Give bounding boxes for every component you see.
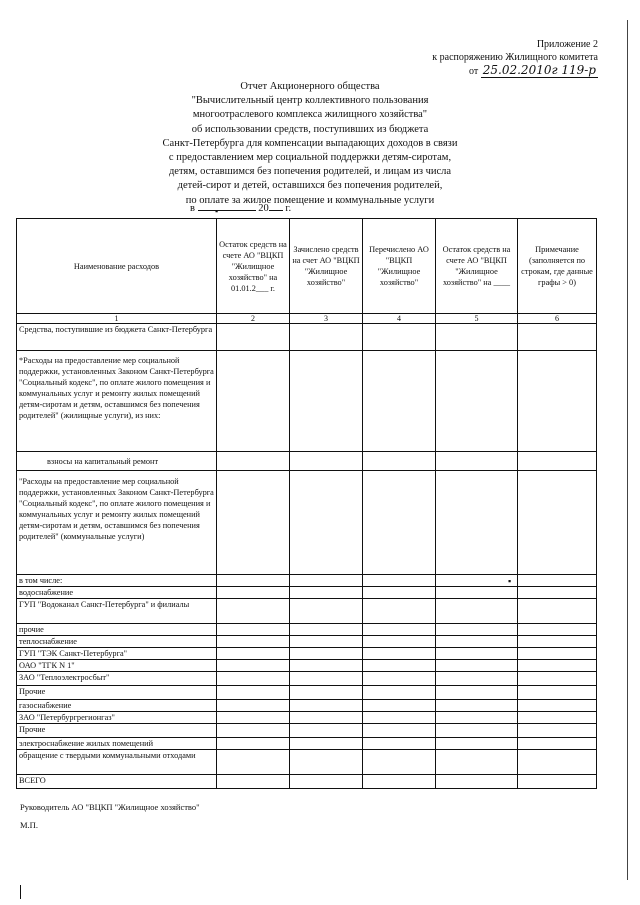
header-expense-name: Наименование расходов — [17, 219, 217, 314]
cell[interactable] — [363, 599, 436, 624]
cell[interactable] — [518, 712, 597, 724]
appendix-block — [432, 38, 598, 78]
cell[interactable] — [436, 452, 518, 471]
cell[interactable] — [217, 587, 290, 599]
row-label: теплоснабжение — [17, 636, 217, 648]
stamp-place: М.П. — [20, 820, 38, 830]
handwritten-date: 25.02.2010г 119-р — [482, 63, 596, 77]
scan-artifact-line — [20, 885, 21, 899]
table-row — [17, 636, 597, 648]
cell[interactable] — [290, 712, 363, 724]
cell[interactable] — [518, 700, 597, 712]
table-row — [17, 660, 597, 672]
cell[interactable] — [436, 324, 518, 351]
cell[interactable] — [290, 660, 363, 672]
cell[interactable] — [217, 471, 290, 575]
cell[interactable] — [436, 599, 518, 624]
header-note: Примечание (заполняется по строкам, где данные графы > 0) — [518, 219, 597, 314]
table-row — [17, 599, 597, 624]
row-label: обращение с твердыми коммунальными отходами — [17, 750, 217, 775]
cell[interactable] — [290, 750, 363, 775]
table-row — [17, 686, 597, 700]
title-line: Санкт-Петербурга для компенсации выпадающих доходов в связи — [162, 137, 458, 149]
cell[interactable] — [290, 471, 363, 575]
cell[interactable] — [436, 575, 518, 587]
cell[interactable] — [436, 738, 518, 750]
cell[interactable] — [363, 775, 436, 789]
cell[interactable] — [290, 324, 363, 351]
scan-artifact-edge — [627, 20, 628, 880]
col-number: 1 — [17, 314, 217, 324]
report-table — [16, 218, 597, 789]
appendix-date — [432, 64, 598, 78]
cell[interactable] — [290, 599, 363, 624]
cell[interactable] — [217, 599, 290, 624]
cell[interactable] — [518, 738, 597, 750]
cell[interactable] — [436, 624, 518, 636]
date-prefix: от — [469, 66, 479, 77]
row-label: Прочие — [17, 686, 217, 700]
cell[interactable] — [436, 775, 518, 789]
cell[interactable] — [217, 712, 290, 724]
row-label: ВСЕГО — [17, 775, 217, 789]
cell[interactable] — [290, 452, 363, 471]
cell[interactable] — [436, 724, 518, 738]
cell[interactable] — [290, 575, 363, 587]
col-number: 2 — [217, 314, 290, 324]
row-label: водоснабжение — [17, 587, 217, 599]
table-row — [17, 700, 597, 712]
row-label: прочие — [17, 624, 217, 636]
table-row — [17, 724, 597, 738]
period-suffix: г. — [285, 203, 292, 214]
title-line: "Вычислительный центр коллективного пользования — [191, 95, 429, 107]
cell[interactable] — [217, 324, 290, 351]
cell[interactable] — [363, 636, 436, 648]
table-row — [17, 351, 597, 452]
cell[interactable] — [363, 672, 436, 686]
cell[interactable] — [518, 624, 597, 636]
cell[interactable] — [436, 587, 518, 599]
period-year: 20 — [258, 203, 269, 214]
table-row — [17, 324, 597, 351]
title-line: многоотраслевого комплекса жилищного хозяйства" — [192, 109, 428, 121]
col-number: 5 — [436, 314, 518, 324]
cell[interactable] — [436, 351, 518, 452]
cell[interactable] — [436, 750, 518, 775]
cell[interactable] — [290, 738, 363, 750]
cell[interactable] — [217, 700, 290, 712]
appendix-line-2: к распоряжению Жилищного комитета — [432, 52, 598, 63]
cell[interactable] — [363, 724, 436, 738]
col-number: 3 — [290, 314, 363, 324]
scan-mark: ▪ — [508, 576, 512, 586]
title-line: об использовании средств, поступивших из бюджета — [191, 123, 429, 135]
cell[interactable] — [217, 452, 290, 471]
cell[interactable] — [217, 672, 290, 686]
row-label: газоснабжение — [17, 700, 217, 712]
cell[interactable] — [290, 700, 363, 712]
cell[interactable] — [518, 587, 597, 599]
cell[interactable] — [436, 471, 518, 575]
row-label: ЗАО "Петербургрегионгаз" — [17, 712, 217, 724]
cell[interactable] — [290, 672, 363, 686]
cell[interactable] — [363, 660, 436, 672]
cell[interactable] — [518, 351, 597, 452]
cell[interactable] — [363, 712, 436, 724]
cell[interactable] — [363, 452, 436, 471]
header-opening-balance: Остаток средств на счете АО "ВЦКП "Жилищное хозяйство" на 01.01.2___ г. — [217, 219, 290, 314]
cell[interactable] — [363, 750, 436, 775]
cell[interactable] — [436, 686, 518, 700]
cell[interactable] — [363, 575, 436, 587]
cell[interactable] — [290, 624, 363, 636]
table-row — [17, 738, 597, 750]
cell[interactable] — [518, 648, 597, 660]
cell[interactable] — [518, 660, 597, 672]
period-prefix: в — [190, 203, 195, 214]
cell[interactable] — [518, 575, 597, 587]
title-line: Отчет Акционерного общества — [240, 81, 380, 92]
cell[interactable] — [436, 660, 518, 672]
cell[interactable] — [518, 672, 597, 686]
row-label: Прочие — [17, 724, 217, 738]
table-row — [17, 587, 597, 599]
cell[interactable] — [518, 324, 597, 351]
cell[interactable] — [217, 575, 290, 587]
signature-line: Руководитель АО "ВЦКП "Жилищное хозяйство" — [20, 802, 200, 812]
cell[interactable] — [363, 471, 436, 575]
cell[interactable] — [436, 648, 518, 660]
table-row — [17, 750, 597, 775]
row-label: ОАО "ТГК N 1" — [17, 660, 217, 672]
header-transferred: Перечислено АО "ВЦКП "Жилищное хозяйство" — [363, 219, 436, 314]
row-label: ГУП "Водоканал Санкт-Петербурга" и филиалы — [17, 599, 217, 624]
appendix-line-1: Приложение 2 — [536, 39, 598, 50]
title-line: детям, оставшимся без попечения родителей, и лицам из числа — [168, 166, 452, 178]
period-month-blank[interactable] — [198, 210, 256, 211]
cell[interactable] — [518, 686, 597, 700]
row-label: в том числе: — [17, 575, 217, 587]
table-row — [17, 712, 597, 724]
cell[interactable] — [436, 636, 518, 648]
report-title — [120, 80, 500, 208]
cell[interactable] — [290, 648, 363, 660]
row-label: Средства, поступившие из бюджета Санкт-Петербурга — [17, 324, 217, 351]
period-year-blank[interactable] — [269, 210, 283, 211]
cell[interactable] — [518, 724, 597, 738]
table-row — [17, 672, 597, 686]
cell[interactable] — [518, 452, 597, 471]
cell[interactable] — [363, 700, 436, 712]
cell[interactable] — [290, 587, 363, 599]
cell[interactable] — [363, 351, 436, 452]
cell[interactable] — [436, 700, 518, 712]
cell[interactable] — [290, 686, 363, 700]
scan-mark: ▪ — [215, 206, 219, 216]
row-label: "Расходы на предоставление мер социальной поддержки, установленных Законом Санкт-Петербурга "Социальный кодекс", по оплате жилого помещения и коммунальных услуг и ремонту жилых помещений детям-сиротам и детям, оставшимся без попечения родителей" (коммунальные услуги) — [17, 471, 217, 575]
cell[interactable] — [217, 636, 290, 648]
cell[interactable] — [290, 775, 363, 789]
column-number-row — [17, 314, 597, 324]
cell[interactable] — [290, 724, 363, 738]
cell[interactable] — [363, 324, 436, 351]
cell[interactable] — [290, 351, 363, 452]
row-label: ГУП "ТЭК Санкт-Петербурга" — [17, 648, 217, 660]
cell[interactable] — [363, 648, 436, 660]
cell[interactable] — [217, 351, 290, 452]
header-credited: Зачислено средств на счет АО "ВЦКП "Жилищное хозяйство" — [290, 219, 363, 314]
cell[interactable] — [436, 712, 518, 724]
table-row — [17, 471, 597, 575]
row-label: взносы на капитальный ремонт — [17, 452, 217, 471]
row-label: электроснабжение жилых помещений — [17, 738, 217, 750]
table-row — [17, 452, 597, 471]
cell[interactable] — [518, 636, 597, 648]
cell[interactable] — [518, 750, 597, 775]
cell[interactable] — [217, 660, 290, 672]
footer-block — [20, 798, 200, 834]
cell[interactable] — [363, 738, 436, 750]
cell[interactable] — [217, 738, 290, 750]
table-row — [17, 775, 597, 789]
cell[interactable] — [518, 471, 597, 575]
cell[interactable] — [290, 636, 363, 648]
report-period — [190, 203, 291, 214]
col-number: 4 — [363, 314, 436, 324]
cell[interactable] — [217, 686, 290, 700]
col-number: 6 — [518, 314, 597, 324]
row-label: ЗАО "Теплоэлектросбыт" — [17, 672, 217, 686]
cell[interactable] — [363, 686, 436, 700]
cell[interactable] — [217, 648, 290, 660]
cell[interactable] — [518, 599, 597, 624]
cell[interactable] — [436, 672, 518, 686]
row-label: *Расходы на предоставление мер социальной поддержки, установленных Законом Санкт-Петербурга "Социальный кодекс", по оплате жилого помещения и коммунальных услуг и ремонту жилых помещений детям-сиротам и детям, оставшимся без попечения родителей" (жилищные услуги), из них: — [17, 351, 217, 452]
cell[interactable] — [217, 750, 290, 775]
table-row — [17, 624, 597, 636]
table-row — [17, 648, 597, 660]
title-line: с предоставлением мер социальной поддержки детям-сиротам, — [168, 152, 452, 164]
table-header-row — [17, 219, 597, 314]
cell[interactable] — [363, 624, 436, 636]
title-line: детей-сирот и детей, оставшихся без попечения родителей, — [177, 180, 443, 192]
cell[interactable] — [518, 775, 597, 789]
cell[interactable] — [217, 624, 290, 636]
cell[interactable] — [217, 724, 290, 738]
cell[interactable] — [217, 775, 290, 789]
header-closing-balance: Остаток средств на счете АО "ВЦКП "Жилищное хозяйство" на ____ — [436, 219, 518, 314]
title-line: по оплате за жилое помещение и коммунальные услуги — [185, 194, 435, 206]
cell[interactable] — [363, 587, 436, 599]
